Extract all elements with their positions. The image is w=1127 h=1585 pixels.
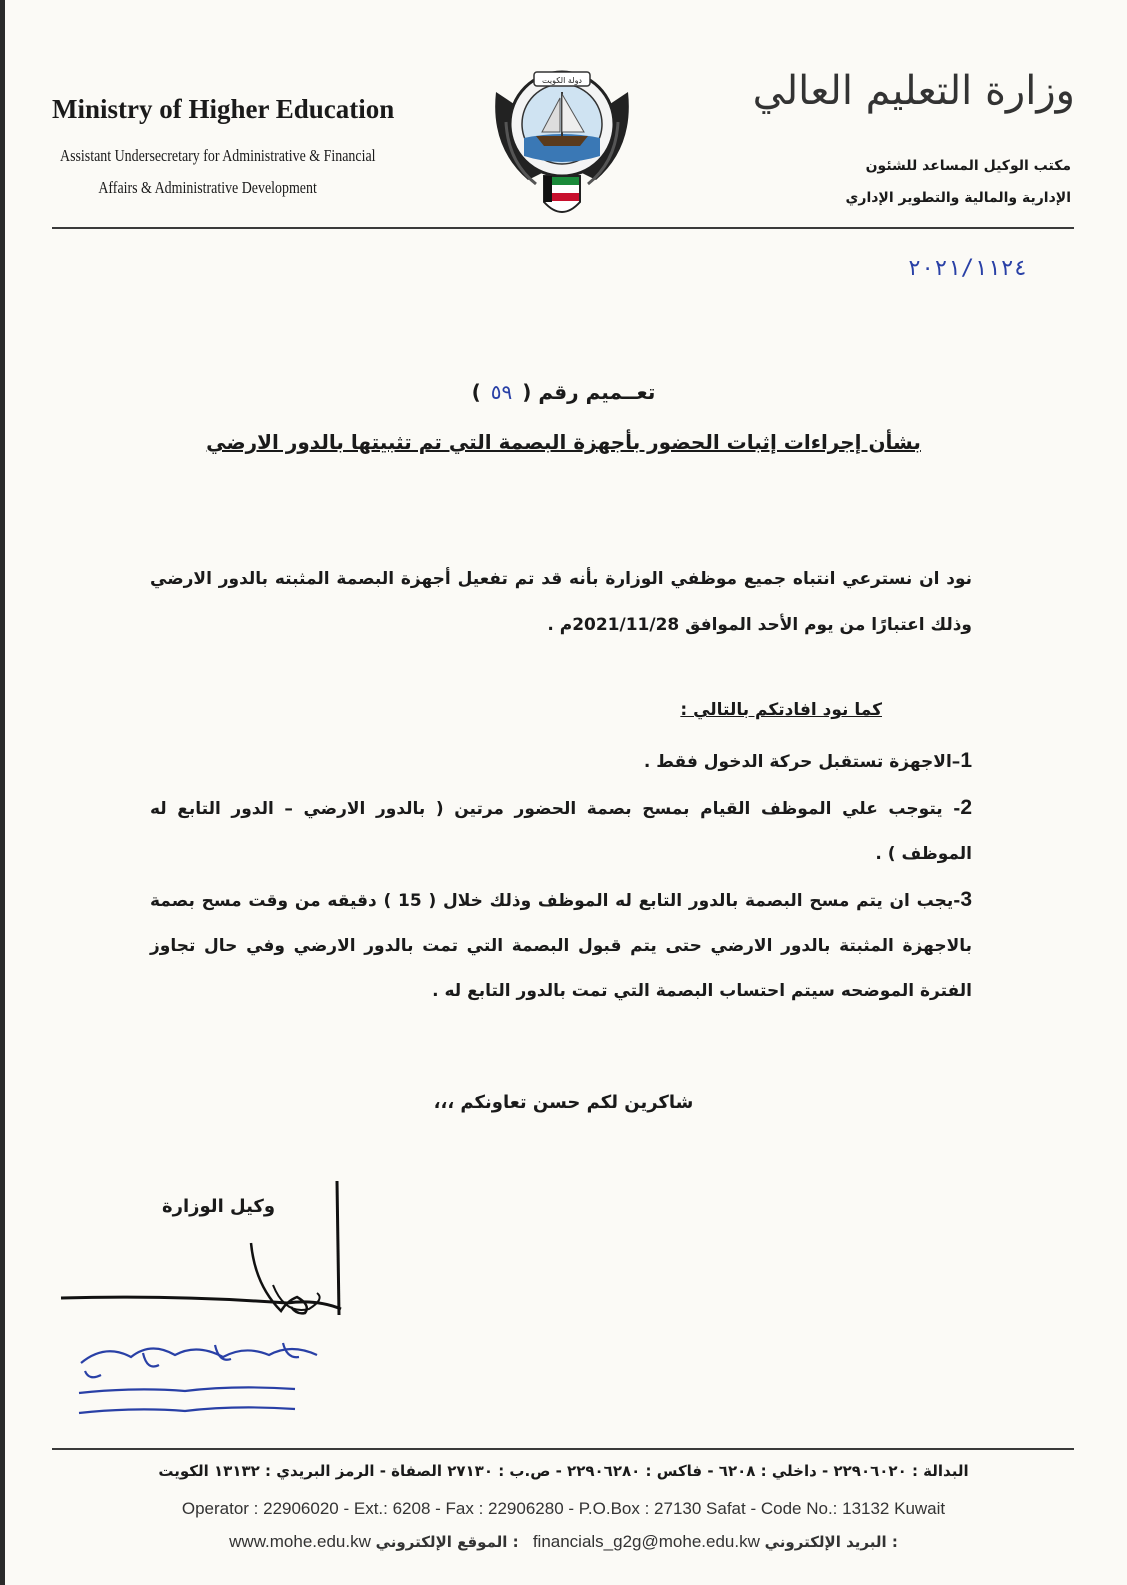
kuwait-emblem-icon bbox=[488, 52, 636, 224]
circular-subject: بشأن إجراءات إثبات الحضور بأجهزة البصمة التي تم تثبيتها بالدور الارضي bbox=[206, 430, 921, 454]
list-item bbox=[150, 785, 972, 877]
circular-title-label: تعــميم رقم ( bbox=[522, 380, 656, 404]
closing-thanks: شاكرين لكم حسن تعاونكم ،،، bbox=[433, 1092, 694, 1113]
list-item-number: 1 bbox=[960, 749, 972, 772]
footer-web-email bbox=[0, 1532, 1127, 1552]
email-address[interactable]: financials_g2g@mohe.edu.kw bbox=[532, 1532, 760, 1551]
intro-paragraph-text: نود ان نسترعي انتباه جميع موظفي الوزارة بأنه قد تم تفعيل أجهزة البصمة المثبته بالدور الارضي وذلك اعتبارًا من يوم الأحد الموافق 2021/11/28م . bbox=[150, 569, 972, 635]
list-item bbox=[150, 738, 972, 785]
signatory-role: وكيل الوزارة bbox=[162, 1196, 276, 1217]
footer-divider bbox=[52, 1448, 1074, 1450]
office-subtitle-en bbox=[60, 140, 376, 204]
ministry-title-ar: وزارة التعليم العالي bbox=[752, 68, 1075, 114]
footer-contact-en: Operator : 22906020 - Ext.: 6208 - Fax : 22906280 - P.O.Box : 27130 Safat - Code No.: 13132 Kuwait bbox=[181, 1499, 946, 1518]
header-divider bbox=[52, 227, 1074, 229]
office-subtitle-ar bbox=[791, 150, 1071, 214]
emblem-scroll-text: دولة الكويت bbox=[542, 76, 582, 85]
email-label: البريد الإلكتروني : bbox=[764, 1533, 898, 1551]
scan-edge bbox=[0, 0, 5, 1585]
intro-paragraph bbox=[150, 556, 972, 648]
handwritten-signature-and-stamp bbox=[55, 1175, 385, 1440]
list-item-number: 3 bbox=[960, 888, 972, 911]
office-subtitle-ar-line2: الإدارية والمالية والتطوير الإداري bbox=[845, 190, 1071, 206]
list-item-text: –الاجهزة تستقبل حركة الدخول فقط . bbox=[643, 752, 961, 772]
circular-title bbox=[0, 380, 1127, 404]
footer-contact-ar: البدالة : ٢٢٩٠٦٠٢٠ - داخلي : ٦٢٠٨ - فاكس : ٢٢٩٠٦٢٨٠ - ص.ب : ٢٧١٣٠ الصفاة - الرمز البريدي : ١٣١٣٢ الكويت bbox=[158, 1462, 969, 1480]
circular-number: ٥٩ bbox=[490, 380, 513, 404]
office-subtitle-ar-line1: مكتب الوكيل المساعد للشئون bbox=[865, 158, 1071, 174]
list-heading: كما نود افادتكم بالتالي : bbox=[680, 700, 882, 720]
list-item-text: - يتوجب علي الموظف القيام بمسح بصمة الحضور مرتين ( بالدور الارضي – الدور التابع له الموظف ) . bbox=[150, 799, 972, 864]
reference-number: ٢٠٢١/١١٢٤ bbox=[907, 256, 1027, 281]
office-subtitle-en-line2: Affairs & Administrative Development bbox=[98, 178, 317, 197]
list-item bbox=[150, 877, 972, 1014]
website-label: الموقع الإلكتروني : bbox=[375, 1533, 519, 1551]
list-item-number: 2 bbox=[960, 796, 972, 819]
circular-title-close: ) bbox=[471, 380, 481, 404]
ministry-title-en: Ministry of Higher Education bbox=[52, 94, 395, 124]
office-subtitle-en-line1: Assistant Undersecretary for Administrative & Financial bbox=[60, 146, 376, 165]
instructions-list bbox=[150, 738, 972, 1014]
website-url[interactable]: www.mohe.edu.kw bbox=[229, 1532, 371, 1551]
list-item-text: -يجب ان يتم مسح البصمة بالدور التابع له الموظف وذلك خلال ( 15 ) دقيقه من وقت مسح بصمة بالاجهزة المثبتة بالدور الارضي حتى يتم قبول البصمة التي تمت بالدور الارضي وفي حال تجاوز الفترة الموضحه سيتم احتساب البصمة التي تمت بالدور التابع له . bbox=[150, 891, 972, 1001]
